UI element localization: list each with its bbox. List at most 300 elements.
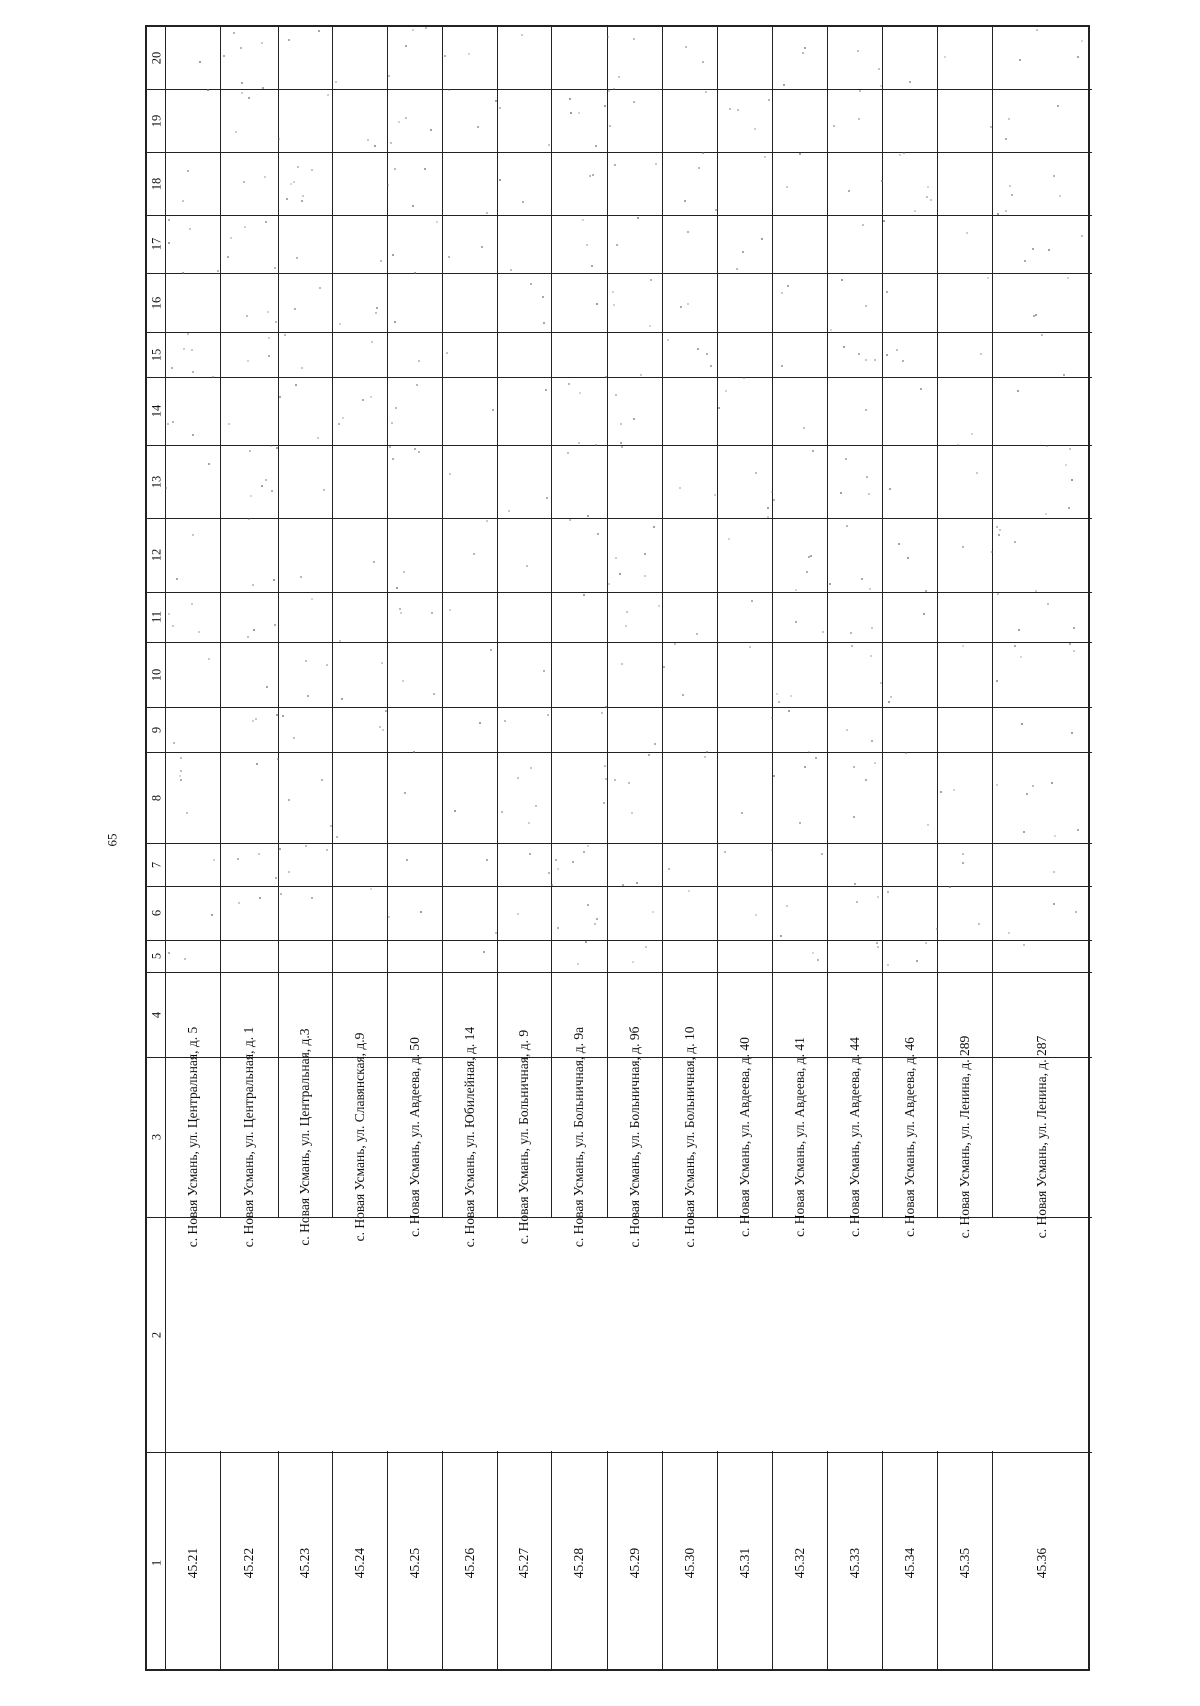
scan-noise — [374, 145, 376, 147]
scan-noise — [247, 636, 249, 638]
scan-noise — [927, 186, 929, 188]
scan-noise — [804, 766, 806, 768]
scan-noise — [1014, 645, 1016, 647]
scan-noise — [810, 555, 812, 557]
column-divider — [147, 1452, 1092, 1453]
scan-noise — [795, 621, 797, 623]
scan-noise — [821, 853, 823, 855]
scan-noise — [319, 287, 321, 289]
scan-noise — [449, 473, 451, 475]
scan-noise — [865, 359, 867, 361]
scan-noise — [702, 61, 704, 63]
scan-noise — [871, 740, 873, 742]
scan-noise — [199, 61, 201, 63]
scan-noise — [522, 201, 524, 203]
scan-noise — [923, 613, 925, 615]
scan-noise — [999, 529, 1001, 531]
scan-noise — [579, 392, 581, 394]
scan-noise — [265, 221, 267, 223]
scan-noise — [1054, 835, 1056, 837]
row-number: 45.27 — [516, 1547, 531, 1578]
row-number: 45.23 — [297, 1547, 312, 1578]
scan-noise — [388, 75, 390, 77]
scan-noise — [799, 153, 801, 155]
scan-noise — [402, 680, 404, 682]
scan-noise — [715, 209, 717, 211]
column-number-9: 9 — [149, 726, 164, 733]
scan-noise — [192, 534, 194, 536]
scan-noise — [597, 533, 599, 535]
scan-noise — [526, 565, 528, 567]
scan-noise — [278, 138, 280, 140]
column-divider — [147, 752, 1092, 753]
scan-noise — [710, 365, 712, 367]
scan-noise — [633, 418, 635, 420]
scan-noise — [1008, 118, 1010, 120]
scan-noise — [866, 476, 868, 478]
scan-noise — [396, 587, 398, 589]
scan-noise — [173, 742, 175, 744]
scan-noise — [184, 958, 186, 960]
scan-noise — [845, 458, 847, 460]
row-address: с. Новая Усмань, ул. Ленина, д. 287 — [1034, 1035, 1049, 1239]
column-number-7: 7 — [149, 861, 164, 868]
scan-noise — [668, 868, 670, 870]
scan-noise — [888, 701, 890, 703]
scan-noise — [1014, 541, 1016, 543]
scan-noise — [300, 576, 302, 578]
scan-noise — [454, 810, 456, 812]
column-divider — [147, 445, 1092, 446]
scan-noise — [382, 729, 384, 731]
scan-noise — [274, 624, 276, 626]
scan-noise — [249, 450, 251, 452]
scan-noise — [980, 353, 982, 355]
scan-noise — [613, 88, 615, 90]
scan-noise — [528, 822, 530, 824]
scan-noise — [1077, 56, 1079, 58]
scan-noise — [238, 902, 240, 904]
scan-noise — [697, 348, 699, 350]
scan-noise — [625, 625, 627, 627]
scan-noise — [486, 859, 488, 861]
scan-noise — [517, 777, 519, 779]
scan-noise — [1005, 138, 1007, 140]
scan-noise — [754, 128, 756, 130]
scan-noise — [186, 812, 188, 814]
column-number-8: 8 — [149, 794, 164, 801]
scan-noise — [869, 588, 871, 590]
scan-noise — [1026, 793, 1028, 795]
column-divider — [147, 642, 1092, 643]
scan-noise — [286, 198, 288, 200]
scan-noise — [605, 376, 607, 378]
scan-noise — [373, 561, 375, 563]
scan-noise — [290, 183, 292, 185]
scan-noise — [621, 446, 623, 448]
scan-noise — [887, 891, 889, 893]
scan-noise — [786, 905, 788, 907]
scan-noise — [582, 219, 584, 221]
scan-noise — [1021, 723, 1023, 725]
scan-noise — [481, 246, 483, 248]
scan-noise — [233, 32, 235, 34]
column-number-19: 19 — [149, 114, 164, 127]
scan-noise — [1059, 195, 1061, 197]
scan-noise — [217, 270, 219, 272]
scan-noise — [192, 434, 194, 436]
column-number-11: 11 — [149, 610, 164, 624]
scan-noise — [424, 168, 426, 170]
scan-noise — [653, 526, 655, 528]
scan-noise — [680, 306, 682, 308]
scan-noise — [767, 516, 769, 518]
scan-noise — [865, 779, 867, 781]
scan-noise — [637, 217, 639, 219]
scan-noise — [1071, 479, 1073, 481]
scan-noise — [587, 845, 589, 847]
scan-noise — [167, 423, 169, 425]
scan-noise — [380, 260, 382, 262]
scan-noise — [626, 611, 628, 613]
scan-noise — [572, 861, 574, 863]
scan-noise — [433, 693, 435, 695]
row-address: с. Новая Усмань, ул. Больничная, д. 9б — [626, 1026, 642, 1248]
scan-noise — [601, 712, 603, 714]
scan-noise — [586, 244, 588, 246]
scan-noise — [742, 251, 744, 253]
scan-noise — [944, 56, 946, 58]
scan-noise — [414, 448, 416, 450]
scan-noise — [436, 221, 438, 223]
scan-noise — [853, 816, 855, 818]
scan-noise — [237, 858, 239, 860]
scan-noise — [191, 349, 193, 351]
scan-noise — [255, 718, 257, 720]
scan-noise — [477, 126, 479, 128]
scan-noise — [284, 334, 286, 336]
scan-noise — [252, 720, 254, 722]
scan-noise — [729, 108, 731, 110]
scan-noise — [877, 946, 879, 948]
scan-noise — [339, 323, 341, 325]
scan-noise — [799, 822, 801, 824]
scan-noise — [311, 897, 313, 899]
scan-noise — [718, 407, 720, 409]
scan-noise — [168, 613, 170, 615]
column-number-13: 13 — [149, 475, 164, 488]
scan-noise — [899, 154, 901, 156]
scan-noise — [781, 292, 783, 294]
scan-noise — [608, 583, 610, 585]
scan-noise — [940, 791, 942, 793]
scan-noise — [555, 859, 557, 861]
scan-noise — [265, 479, 267, 481]
scan-noise — [1011, 194, 1013, 196]
scan-noise — [486, 212, 488, 214]
scan-noise — [418, 451, 420, 453]
scan-noise — [323, 489, 325, 491]
scan-noise — [548, 872, 550, 874]
scan-noise — [414, 272, 416, 274]
scan-noise — [468, 53, 470, 55]
scan-noise — [261, 42, 263, 44]
scan-noise — [510, 269, 512, 271]
scan-noise — [182, 272, 184, 274]
scan-noise — [996, 526, 998, 528]
scan-noise — [865, 409, 867, 411]
column-divider — [147, 940, 1092, 941]
scan-noise — [246, 315, 248, 317]
scan-noise — [499, 179, 501, 181]
scan-noise — [1053, 903, 1055, 905]
scan-noise — [180, 770, 182, 772]
scan-noise — [172, 421, 174, 423]
scan-noise — [543, 670, 545, 672]
scan-noise — [420, 911, 422, 913]
row-address: с. Новая Усмань, ул. Больничная, д. 9а — [571, 1026, 586, 1248]
scan-noise — [529, 853, 531, 855]
scan-noise — [771, 849, 773, 851]
column-divider — [147, 592, 1092, 593]
scan-noise — [755, 472, 757, 474]
scan-noise — [567, 452, 569, 454]
scan-noise — [1032, 785, 1034, 787]
scan-noise — [916, 960, 918, 962]
scan-noise — [870, 655, 872, 657]
row-address: с. Новая Усмань, ул. Центральная, д. 1 — [241, 1026, 256, 1248]
scan-noise — [172, 625, 174, 627]
scan-noise — [241, 82, 243, 84]
scan-noise — [608, 90, 610, 92]
scan-noise — [266, 686, 268, 688]
scan-noise — [1069, 448, 1071, 450]
scan-noise — [1075, 911, 1077, 913]
scan-noise — [341, 698, 343, 700]
scan-noise — [1045, 513, 1047, 515]
scan-noise — [971, 433, 973, 435]
scan-noise — [542, 296, 544, 298]
column-number-10: 10 — [149, 668, 164, 681]
scan-noise — [176, 578, 178, 580]
rotated-data-table — [145, 25, 1090, 1671]
scan-noise — [191, 603, 193, 605]
scan-noise — [398, 121, 400, 123]
scan-noise — [829, 583, 831, 585]
scan-noise — [302, 195, 304, 197]
scan-noise — [949, 886, 951, 888]
row-number: 45.30 — [681, 1547, 697, 1578]
scan-noise — [394, 168, 396, 170]
scan-noise — [878, 68, 880, 70]
scan-noise — [342, 417, 344, 419]
scan-noise — [953, 789, 955, 791]
scan-noise — [530, 767, 532, 769]
scan-noise — [262, 87, 264, 89]
scan-noise — [808, 556, 810, 558]
scan-noise — [276, 447, 278, 449]
scan-noise — [687, 303, 689, 305]
scan-noise — [305, 845, 307, 847]
scan-noise — [578, 112, 580, 114]
scan-noise — [252, 584, 254, 586]
scan-noise — [446, 352, 448, 354]
scan-noise — [633, 101, 635, 103]
scan-noise — [589, 175, 591, 177]
scan-noise — [479, 722, 481, 724]
scan-noise — [587, 904, 589, 906]
scan-noise — [851, 645, 853, 647]
scan-noise — [280, 893, 282, 895]
scan-noise — [886, 291, 888, 293]
scan-noise — [655, 163, 657, 165]
column-divider — [147, 707, 1092, 708]
column-number-15: 15 — [149, 348, 164, 361]
row-address: с. Новая Усмань, ул. Авдеева, д. 44 — [846, 1037, 862, 1237]
scan-noise — [890, 696, 892, 698]
column-number-17: 17 — [149, 237, 164, 251]
column-number-16: 16 — [149, 296, 164, 309]
scan-noise — [385, 710, 387, 712]
scan-noise — [926, 196, 928, 198]
scan-noise — [874, 359, 876, 361]
scan-noise — [1047, 603, 1049, 605]
scan-noise — [786, 186, 788, 188]
scan-noise — [259, 897, 261, 899]
scan-noise — [275, 321, 277, 323]
row-address: с. Новая Усмань, ул. Больничная, д. 10 — [681, 1026, 697, 1248]
scan-noise — [418, 360, 420, 362]
scan-noise — [288, 799, 290, 801]
scan-noise — [619, 573, 621, 575]
scan-noise — [783, 84, 785, 86]
scan-noise — [887, 964, 889, 966]
scan-noise — [1051, 782, 1053, 784]
scan-noise — [962, 862, 964, 864]
scan-noise — [517, 913, 519, 915]
scan-noise — [725, 390, 727, 392]
scan-noise — [338, 423, 340, 425]
column-number-20: 20 — [149, 51, 164, 65]
scan-noise — [543, 322, 545, 324]
scan-noise — [592, 174, 594, 176]
scan-noise — [336, 836, 338, 838]
scan-noise — [787, 285, 789, 287]
merged-column-2-cell — [167, 1218, 1088, 1451]
scan-noise — [987, 277, 989, 279]
row-address: с. Новая Усмань, ул. Славянская, д.9 — [351, 1032, 367, 1242]
scan-noise — [773, 499, 775, 501]
scan-noise — [1008, 932, 1010, 934]
scan-noise — [406, 859, 408, 861]
scan-noise — [620, 423, 622, 425]
scan-noise — [616, 244, 618, 246]
scan-noise — [508, 510, 510, 512]
scan-noise — [403, 571, 405, 573]
scan-noise — [687, 231, 689, 233]
scan-noise — [412, 29, 414, 31]
scan-noise — [702, 152, 704, 154]
row-address: с. Новая Усмань, ул. Авдеева, д. 46 — [901, 1037, 917, 1237]
scan-noise — [504, 720, 506, 722]
column-divider — [147, 332, 1092, 333]
scan-noise — [270, 445, 272, 447]
scan-noise — [604, 105, 606, 107]
scan-noise — [857, 50, 859, 52]
column-number-4: 4 — [149, 1011, 164, 1018]
scan-noise — [1019, 59, 1021, 61]
scan-noise — [546, 497, 548, 499]
scan-noise — [182, 200, 184, 202]
scan-noise — [326, 849, 328, 851]
column-number-6: 6 — [149, 909, 164, 917]
column-divider — [147, 1057, 1092, 1058]
scan-noise — [930, 199, 932, 201]
scan-noise — [208, 658, 210, 660]
scan-noise — [846, 729, 848, 731]
column-divider — [147, 518, 1092, 519]
scan-noise — [583, 851, 585, 853]
scan-noise — [925, 590, 927, 592]
scan-noise — [724, 851, 726, 853]
scan-noise — [273, 579, 275, 581]
scan-noise — [966, 232, 968, 234]
scan-noise — [261, 485, 263, 487]
scan-noise — [279, 396, 281, 398]
row-number: 45.24 — [351, 1547, 367, 1578]
scan-noise — [288, 39, 290, 41]
scan-noise — [788, 710, 790, 712]
scan-noise — [392, 254, 394, 256]
scan-noise — [551, 884, 553, 886]
scan-noise — [645, 946, 647, 948]
scan-noise — [781, 365, 783, 367]
scan-noise — [198, 631, 200, 633]
row-number: 45.34 — [901, 1547, 917, 1578]
scan-noise — [1020, 656, 1022, 658]
scan-noise — [1073, 627, 1075, 629]
scan-noise — [874, 762, 876, 764]
scan-noise — [648, 754, 650, 756]
scan-noise — [644, 575, 646, 577]
scan-noise — [1036, 29, 1038, 31]
scan-noise — [297, 166, 299, 168]
scan-noise — [391, 422, 393, 424]
scan-noise — [258, 853, 260, 855]
column-divider — [147, 377, 1092, 378]
row-address: с. Новая Усмань, ул. Юбилейная, д. 14 — [461, 1026, 477, 1248]
scan-noise — [211, 914, 213, 916]
scan-noise — [367, 139, 369, 141]
scan-noise — [430, 129, 432, 131]
scan-noise — [679, 487, 681, 489]
scan-noise — [490, 649, 492, 651]
scan-noise — [1018, 629, 1020, 631]
scan-noise — [486, 520, 488, 522]
scan-noise — [379, 726, 381, 728]
column-divider — [147, 843, 1092, 844]
scan-noise — [998, 534, 1000, 536]
scan-noise — [776, 693, 778, 695]
scan-noise — [714, 494, 716, 496]
scan-noise — [861, 578, 863, 580]
scan-noise — [499, 107, 501, 109]
row-number: 45.35 — [956, 1547, 972, 1578]
scan-noise — [370, 396, 372, 398]
scan-noise — [267, 311, 269, 313]
scan-noise — [530, 283, 532, 285]
scan-noise — [168, 219, 170, 221]
